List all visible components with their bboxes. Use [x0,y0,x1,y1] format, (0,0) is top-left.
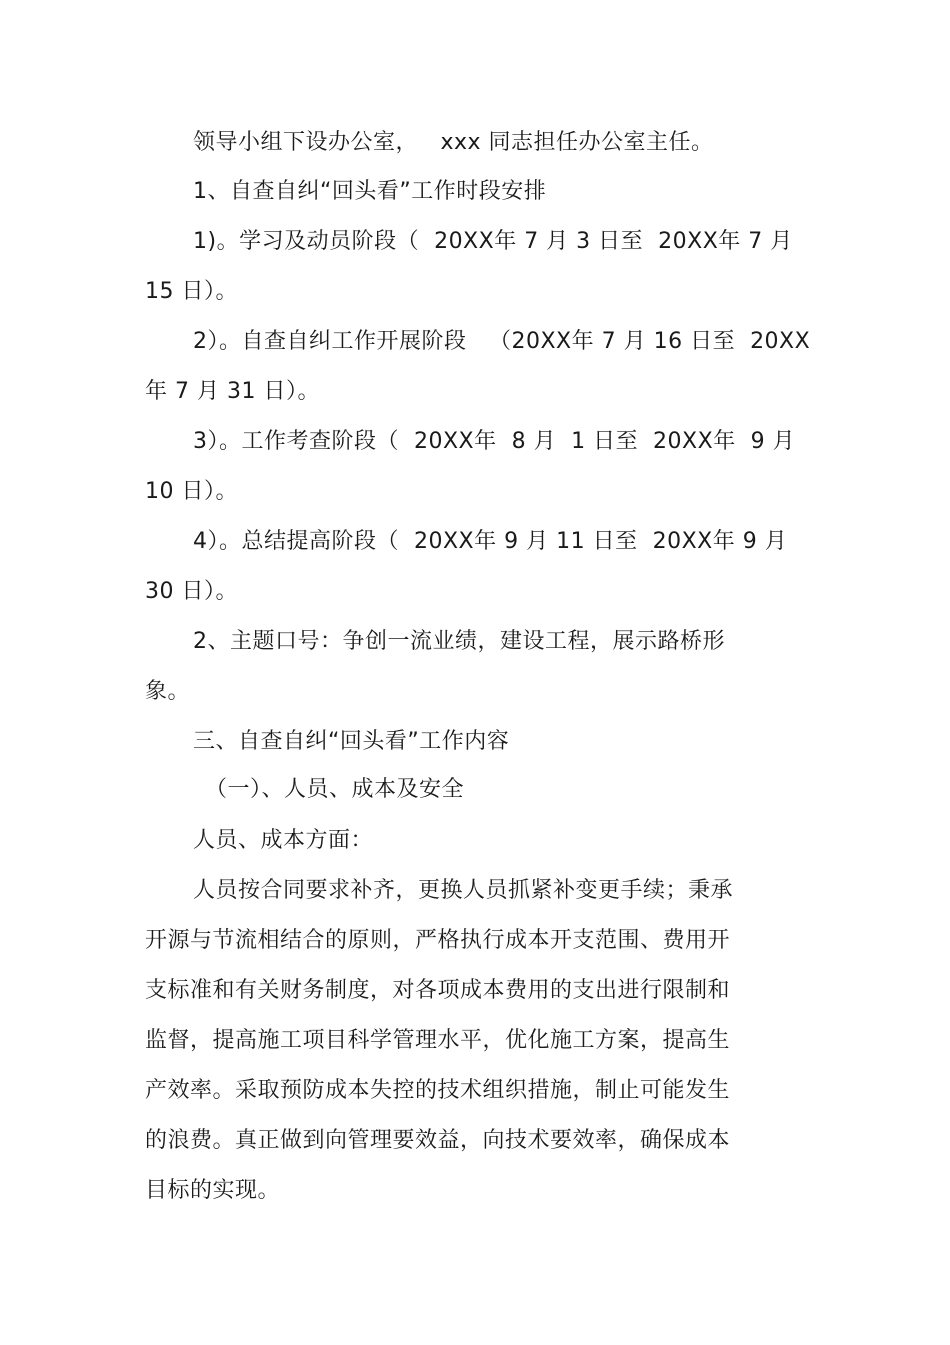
schedule-item-1: 1)。学习及动员阶段（ 20XX年 7 月 3 日至 20XX年 7 月 [193,229,793,254]
body-paragraph-line-1: 人员按合同要求补齐，更换人员抓紧补变更手续；秉承 [193,878,734,903]
schedule-item-4-cont: 30 日）。 [145,579,238,604]
body-paragraph-line-7: 目标的实现。 [145,1178,281,1203]
body-paragraph-line-2: 开源与节流相结合的原则，严格执行成本开支范围、费用开 [145,928,731,953]
subsection-heading: （一）、人员、成本及安全 [205,777,465,802]
body-paragraph-line-3: 支标准和有关财务制度，对各项成本费用的支出进行限制和 [145,978,731,1003]
section-heading-content: 三、自查自纠“回头看”工作内容 [193,729,510,754]
schedule-item-3-cont: 10 日）。 [145,479,238,504]
slogan-cont: 象。 [145,679,191,704]
body-paragraph-line-4: 监督，提高施工项目科学管理水平，优化施工方案，提高生 [145,1028,731,1053]
body-paragraph-line-6: 的浪费。真正做到向管理要效益，向技术要效率，确保成本 [145,1128,731,1153]
heading-schedule: 1、自查自纠“回头看”工作时段安排 [193,179,547,204]
schedule-item-4: 4）。总结提高阶段（ 20XX年 9 月 11 日至 20XX年 9 月 [193,529,788,554]
schedule-item-1-cont: 15 日）。 [145,279,238,304]
slogan: 2、主题口号：争创一流业绩，建设工程，展示路桥形 [193,629,725,654]
schedule-item-2: 2）。自查自纠工作开展阶段 （20XX年 7 月 16 日至 20XX [193,329,811,354]
body-paragraph-line-5: 产效率。采取预防成本失控的技术组织措施，制止可能发生 [145,1078,731,1103]
paragraph-office-director: 领导小组下设办公室， xxx 同志担任办公室主任。 [193,130,714,155]
schedule-item-3: 3）。工作考查阶段（ 20XX年 8 月 1 日至 20XX年 9 月 [193,429,796,454]
schedule-item-2-cont: 年 7 月 31 日）。 [145,379,320,404]
subsection-label: 人员、成本方面： [193,828,374,853]
